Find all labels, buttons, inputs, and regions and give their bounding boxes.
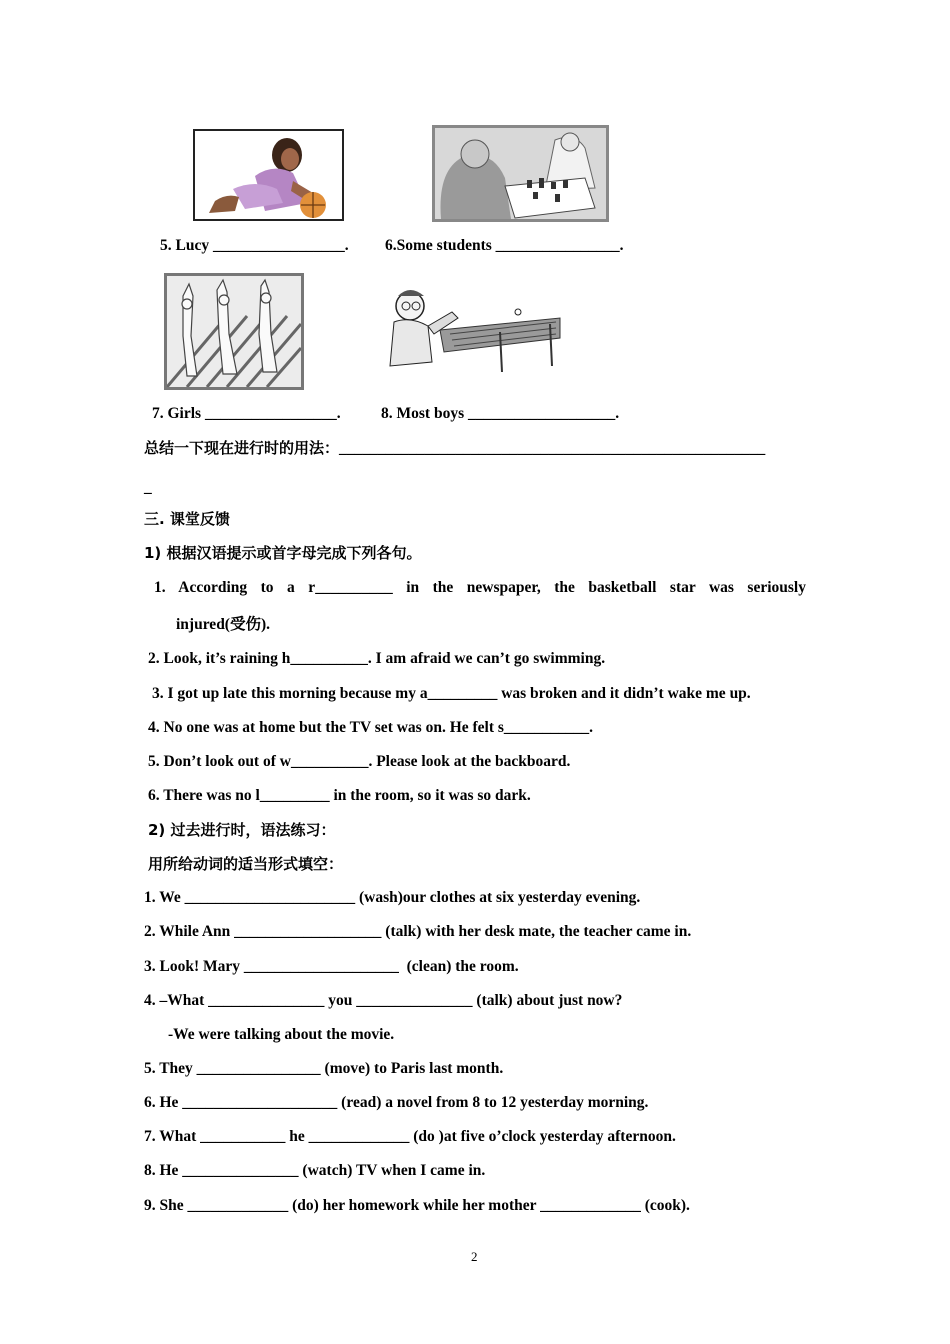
caption-5-blank[interactable]: _________________.	[212, 237, 349, 254]
caption-7-number: 7.	[152, 405, 164, 422]
picture-basketball-player	[193, 129, 344, 221]
part2-item-4-answer: -We were talking about the movie.	[168, 1026, 395, 1043]
summary-overflow: _	[144, 479, 152, 496]
part1-item-6: 6. There was no l_________ in the room, so it was so dark.	[148, 787, 531, 804]
caption-6-subject: Some students	[396, 237, 492, 254]
dancing-girls-illustration	[167, 276, 301, 387]
ping-pong-boy-illustration	[380, 282, 562, 378]
picture-dancing-girls	[164, 273, 304, 390]
caption-7	[152, 404, 341, 424]
caption-8-subject: Most boys	[396, 405, 465, 422]
part2-item-4: 4. –What _______________ you _______________ (talk) about just now?	[144, 992, 623, 1009]
part1-title: 1) 根据汉语提示或首字母完成下列各句。	[144, 544, 422, 562]
part2-item-9: 9. She _____________ (do) her homework while her mother _____________ (cook).	[144, 1197, 690, 1214]
caption-7-blank[interactable]: _________________.	[204, 405, 341, 422]
part1-item-3: 3. I got up late this morning because my a_________ was broken and it didn’t wake me up.	[152, 685, 751, 702]
picture-ping-pong-boy	[380, 282, 562, 378]
part2-item-6: 6. He ____________________ (read) a novel from 8 to 12 yesterday morning.	[144, 1094, 649, 1111]
part1-item-4: 4. No one was at home but the TV set was on. He felt s___________.	[148, 719, 594, 736]
caption-7-subject: Girls	[167, 405, 202, 422]
page-number: 2	[471, 1249, 478, 1264]
summary-label: 总结一下现在进行时的用法：	[144, 439, 340, 457]
part1-item-1-cont: injured(受伤).	[176, 616, 271, 633]
caption-5-subject: Lucy	[175, 237, 210, 254]
caption-8-number: 8.	[381, 405, 393, 422]
part2-item-1: 1. We ______________________ (wash)our clothes at six yesterday evening.	[144, 889, 641, 906]
summary-line	[144, 438, 765, 459]
caption-5	[160, 236, 349, 256]
part2-instruction: 用所给动词的适当形式填空：	[148, 855, 344, 873]
caption-6-number: 6.	[385, 237, 397, 254]
section-title: 三. 课堂反馈	[144, 510, 230, 528]
part2-item-3: 3. Look! Mary ____________________ (clean) the room.	[144, 958, 519, 975]
chess-players-illustration	[435, 128, 606, 219]
part1-item-5: 5. Don’t look out of w__________. Please look at the backboard.	[148, 753, 571, 770]
part2-title: 2) 过去进行时，语法练习：	[148, 821, 336, 839]
part2-item-5: 5. They ________________ (move) to Paris last month.	[144, 1060, 504, 1077]
caption-6	[385, 236, 624, 256]
part2-item-8: 8. He _______________ (watch) TV when I came in.	[144, 1162, 486, 1179]
part1-item-2: 2. Look, it’s raining h__________. I am afraid we can’t go swimming.	[148, 650, 606, 667]
part2-item-2: 2. While Ann ___________________ (talk) with her desk mate, the teacher came in.	[144, 923, 692, 940]
caption-6-blank[interactable]: ________________.	[495, 237, 624, 254]
caption-8-blank[interactable]: ___________________.	[467, 405, 620, 422]
part2-item-7: 7. What ___________ he _____________ (do )at five o’clock yesterday afternoon.	[144, 1128, 676, 1145]
summary-blank[interactable]: _______________________________________________________	[339, 440, 766, 457]
picture-chess-players	[432, 125, 609, 222]
basketball-player-illustration	[195, 131, 342, 219]
part1-item-1: 1. According to a r__________ in the newspaper, the basketball star was seriously	[154, 579, 806, 596]
caption-5-number: 5.	[160, 237, 172, 254]
caption-8	[381, 404, 619, 424]
